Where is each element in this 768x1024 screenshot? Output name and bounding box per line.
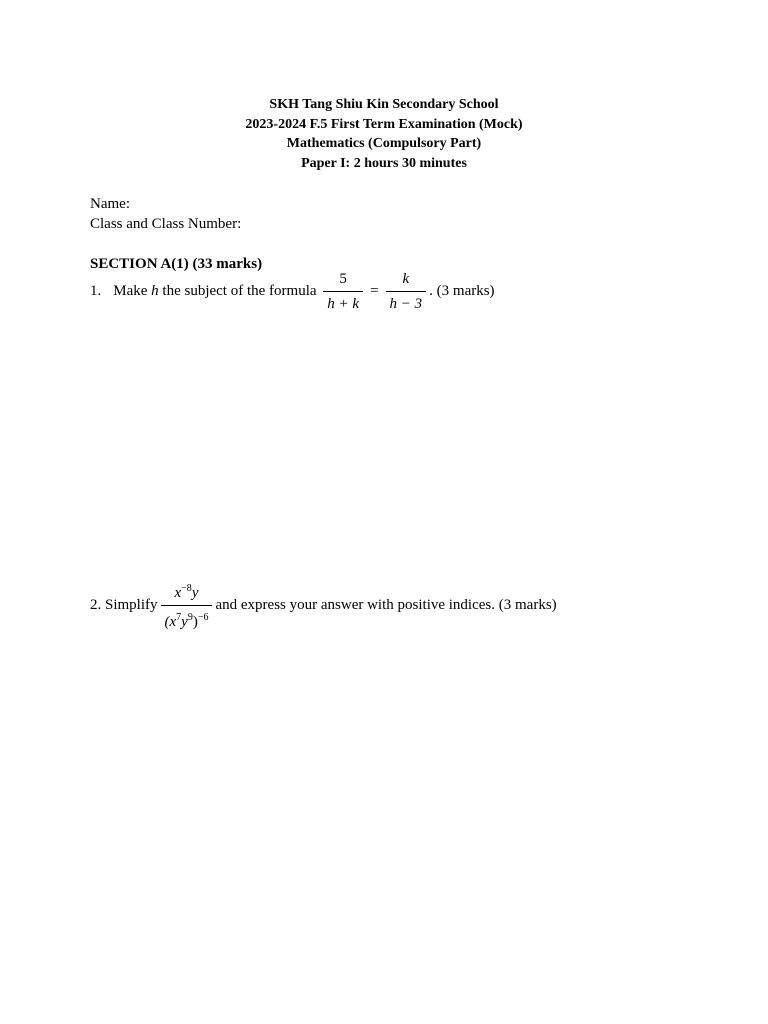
exam-title: 2023-2024 F.5 First Term Examination (Mock) <box>245 116 523 132</box>
question-text-mid: the subject of the formula <box>162 283 317 299</box>
question-number: 2. <box>90 597 102 613</box>
question-number: 1. <box>90 283 102 299</box>
subject-title: Mathematics (Compulsory Part) <box>286 136 482 151</box>
name-label: Name: <box>90 196 130 212</box>
fraction-right-numerator: k <box>402 271 410 287</box>
simplify-fraction <box>161 580 213 631</box>
question-text-after: and express your answer with positive indices. (3 marks) <box>215 597 557 613</box>
equals-sign: = <box>370 283 379 299</box>
numerator-base: x <box>174 585 182 601</box>
denominator-exponent-2: 9 <box>187 612 193 623</box>
question-2 <box>90 580 557 631</box>
denominator-open: (x <box>164 614 177 630</box>
question-text-before: Make <box>113 283 148 299</box>
numerator-tail: y <box>191 585 199 601</box>
fraction-left <box>323 270 363 313</box>
section-title: SECTION A(1) (33 marks) <box>90 256 263 272</box>
fraction-right <box>386 270 427 313</box>
question-marks: . (3 marks) <box>429 283 495 299</box>
simplify-denominator <box>161 605 213 631</box>
denominator-exponent-1: 7 <box>176 612 182 623</box>
question-1 <box>90 270 495 313</box>
student-info <box>90 194 241 234</box>
paper-duration: Paper I: 2 hours 30 minutes <box>301 155 467 171</box>
school-name: SKH Tang Shiu Kin Secondary School <box>269 97 499 112</box>
numerator-exponent: −8 <box>181 583 192 594</box>
class-label: Class and Class Number: <box>90 216 242 232</box>
question-text-before: Simplify <box>105 597 158 613</box>
simplify-numerator <box>171 580 203 605</box>
denominator-exponent-3: −6 <box>197 612 209 623</box>
fraction-left-numerator: 5 <box>339 271 347 287</box>
subject-variable: h <box>151 283 159 299</box>
denominator-mid: y <box>181 614 188 630</box>
denominator-close: ) <box>192 614 198 630</box>
exam-header <box>0 95 768 173</box>
fraction-left-denominator: h + k <box>323 291 363 313</box>
fraction-right-denominator: h − 3 <box>386 291 427 313</box>
